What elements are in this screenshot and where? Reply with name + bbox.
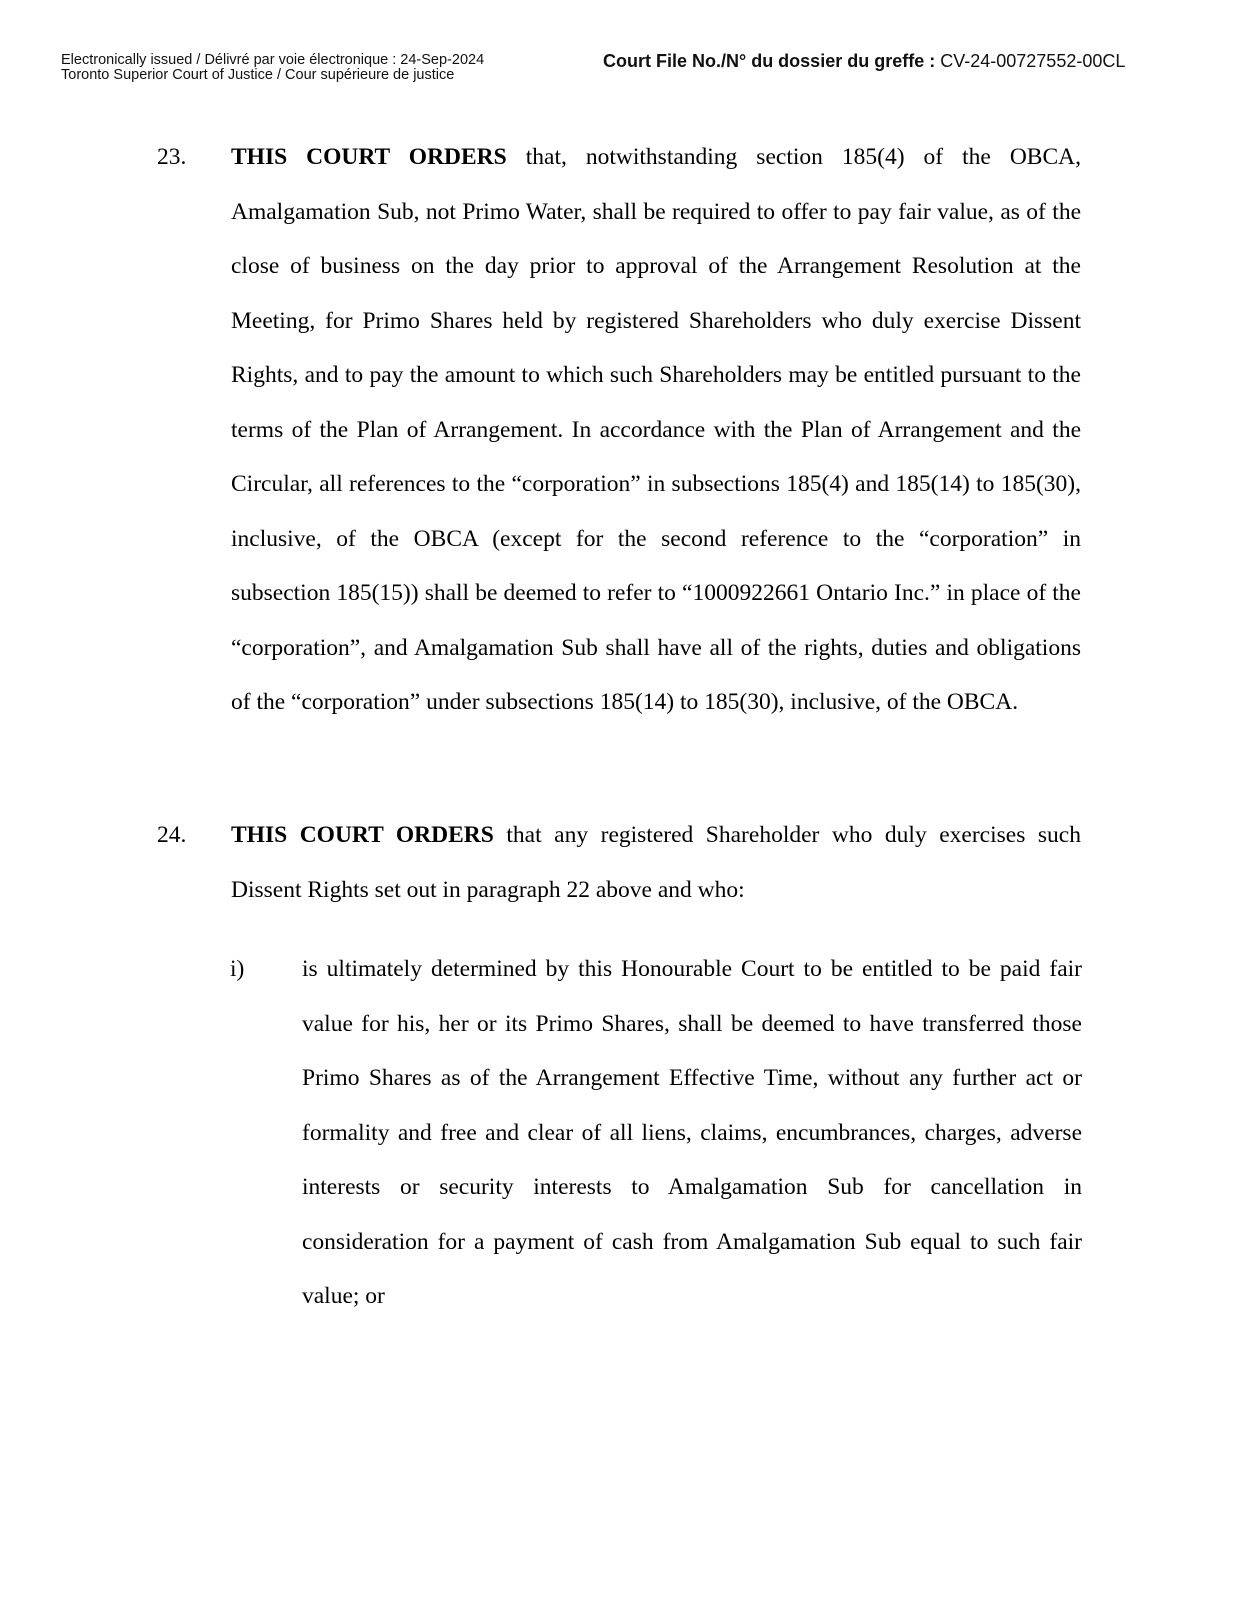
paragraph-body [231, 130, 1081, 730]
paragraph-lead: THIS COURT ORDERS [231, 822, 494, 848]
paragraph-number: 23. [157, 144, 187, 170]
issued-line-1: Electronically issued / Délivré par voie électronique : 24-Sep-2024 [61, 52, 485, 68]
issuance-stamp [61, 53, 484, 83]
paragraph-number: 24. [157, 822, 187, 848]
court-file-value: CV-24-00727552-00CL [940, 51, 1126, 71]
court-file-number [603, 50, 1125, 72]
subparagraph-marker: i) [230, 956, 245, 982]
court-file-label: Court File No./N° du dossier du greffe : [603, 51, 936, 71]
subparagraph-body: is ultimately determined by this Honourable Court to be entitled to be paid fair value for his, her or its Primo Shares, shall be deemed to have transferred those Primo Shares as of the Arrangement Effective Time, without any further act or formality and free and clear of all liens, claims, encumbrances, charges, adverse interests or security interests to Amalgamation Sub for cancellation in consideration for a payment of cash from Amalgamation Sub equal to such fair value; or [302, 956, 1082, 1309]
paragraph-text: that any registered Shareholder who duly exercises such Dissent Rights set out in paragraph 22 above and who: [231, 822, 1081, 903]
paragraph-text: that, notwithstanding section 185(4) of the OBCA, Amalgamation Sub, not Primo Water, shall be required to offer to pay fair value, as of the close of business on the day prior to approval of the Arrangement Resolution at the Meeting, for Primo Shares held by registered Shareholders who duly exercise Dissent Rights, and to pay the amount to which such Shareholders may be entitled pursuant to the terms of the Plan of Arrangement. In accordance with the Plan of Arrangement and the Circular, all references to the “corporation” in subsections 185(4) and 185(14) to 185(30), inclusive, of the OBCA (except for the second reference to the “corporation” in subsection 185(15)) shall be deemed to refer to “1000922661 Ontario Inc.” in place of the “corporation”, and Amalgamation Sub shall have all of the rights, duties and obligations of the “corporation” under subsections 185(14) to 185(30), inclusive, of the OBCA. [231, 144, 1081, 715]
paragraph-body [231, 808, 1081, 917]
issued-line-2: Toronto Superior Court of Justice / Cour supérieure de justice [61, 67, 455, 83]
paragraph-lead: THIS COURT ORDERS [231, 144, 507, 170]
